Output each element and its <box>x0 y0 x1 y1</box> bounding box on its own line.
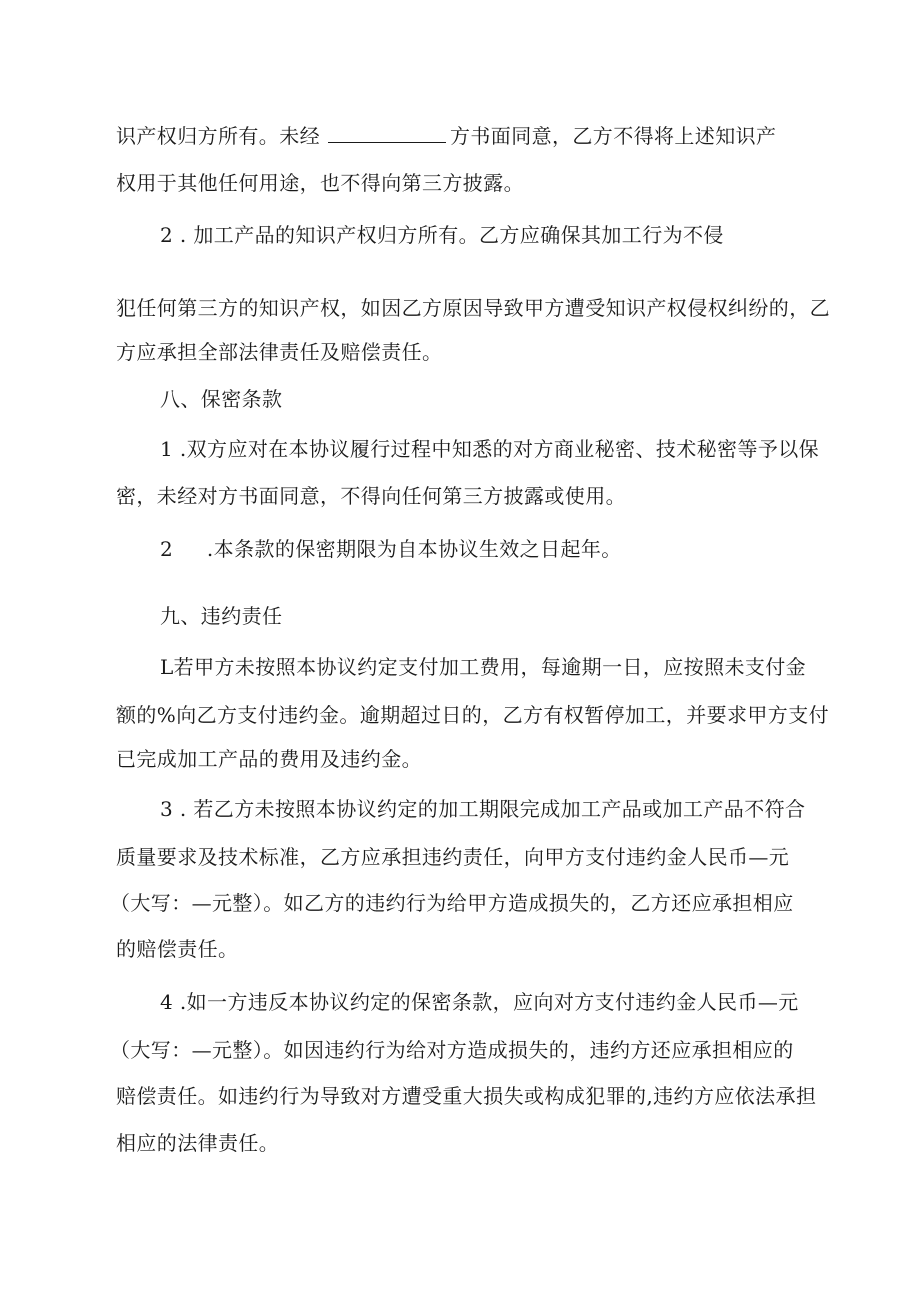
section-heading-breach: 九、违约责任 <box>160 604 283 628</box>
text-line-2: 权用于其他任何用途，也不得向第三方披露。 <box>116 171 524 195</box>
text-line-15: 质量要求及技术标准，乙方应承担违约责任，向甲方支付违约金人民币—元 <box>116 845 790 869</box>
text-line-17: 的赔偿责任。 <box>116 937 239 961</box>
numbered-item: 3 . 若乙方未按照本协议约定的加工期限完成加工产品或加工产品不符合 <box>160 797 806 821</box>
numbered-item: L若甲方未按照本协议约定支付加工费用，每逾期一日，应按照未支付金 <box>160 655 807 679</box>
text-line-20: 赔偿责任。如违约行为导致对方遭受重大损失或构成犯罪的,违约方应依法承担 <box>116 1084 817 1108</box>
numbered-item: 2 .本条款的保密期限为自本协议生效之日起年。 <box>160 537 622 561</box>
numbered-item: 1 .双方应对在本协议履行过程中知悉的对方商业秘密、技术秘密等予以保 <box>160 437 820 461</box>
fill-in-blank <box>328 122 446 143</box>
text-line-16: （大写：—元整）。如乙方的违约行为给甲方造成损失的，乙方还应承担相应 <box>110 891 794 915</box>
text-segment-before-blank: 识产权归方所有。未经 <box>116 124 320 148</box>
text-line-21: 相应的法律责任。 <box>116 1131 280 1155</box>
text-line-13: 已完成加工产品的费用及违约金。 <box>116 747 422 771</box>
numbered-item: 4 .如一方违反本协议约定的保密条款，应向对方支付违约金人民币—元 <box>160 990 799 1014</box>
text-line-12: 额的%向乙方支付违约金。逾期超过日的，乙方有权暂停加工，并要求甲方支付 <box>116 703 830 727</box>
section-heading-confidentiality: 八、保密条款 <box>160 387 283 411</box>
text-line-19: （大写：—元整）。如因违约行为给对方造成损失的，违约方还应承担相应的 <box>110 1038 794 1062</box>
numbered-item: 2 . 加工产品的知识产权归方所有。乙方应确保其加工行为不侵 <box>160 223 724 247</box>
text-line-5: 方应承担全部法律责任及赔偿责任。 <box>116 340 443 364</box>
text-line-4: 犯任何第三方的知识产权，如因乙方原因导致甲方遭受知识产权侵权纠纷的，乙 <box>116 296 830 320</box>
text-line-8: 密，未经对方书面同意，不得向任何第三方披露或使用。 <box>116 484 626 508</box>
text-line-1 <box>116 122 776 148</box>
text-segment-after-blank: 方书面同意，乙方不得将上述知识产 <box>450 124 777 148</box>
